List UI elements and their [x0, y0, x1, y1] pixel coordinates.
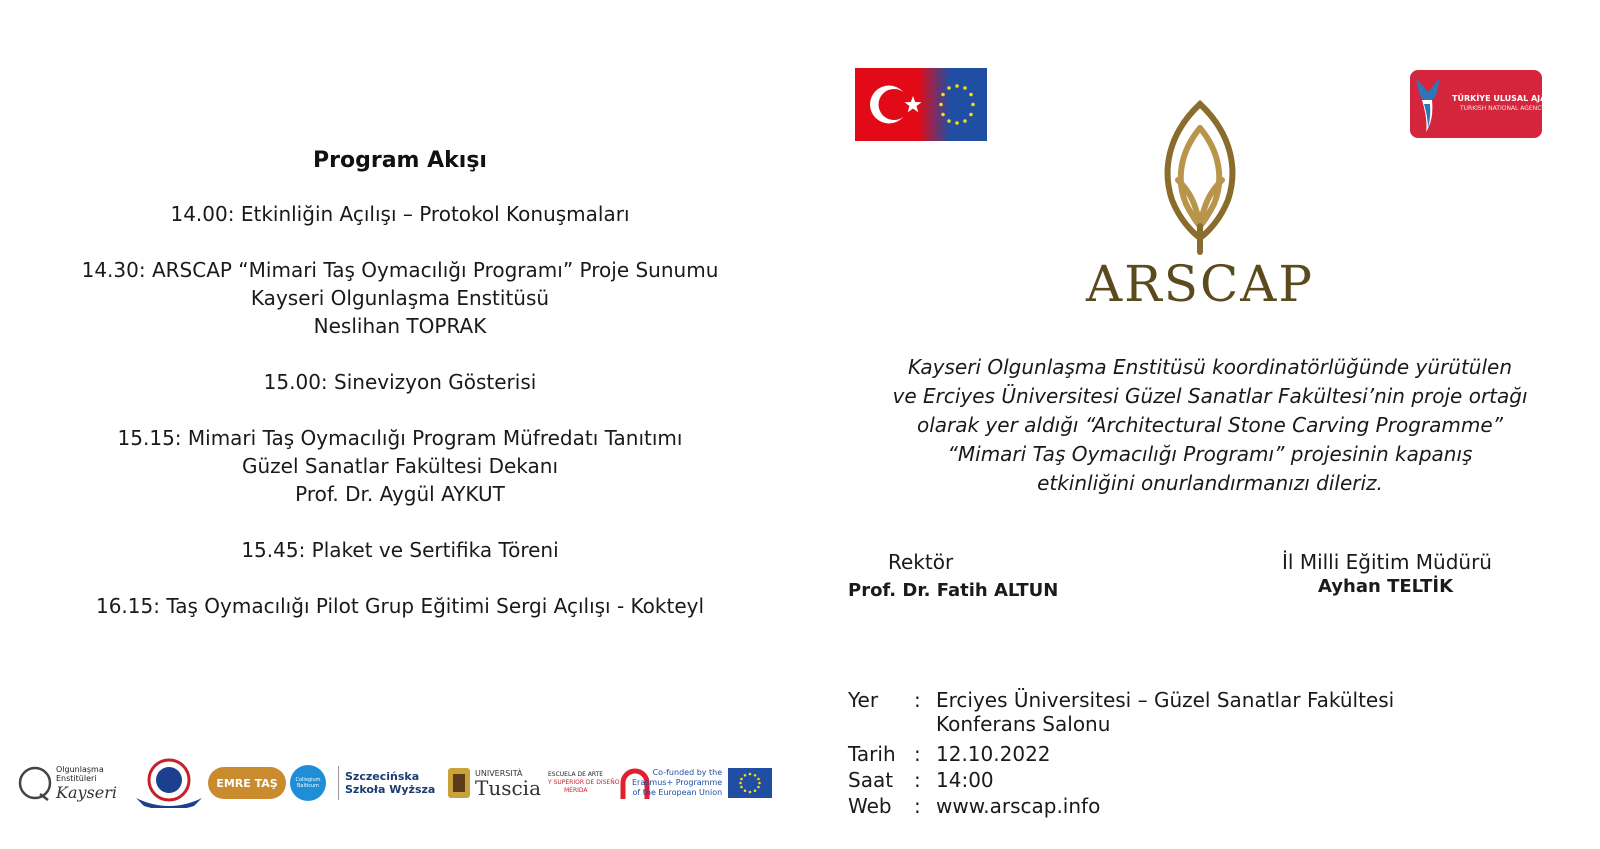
szczecin-text-2: Szkoła Wyższa [345, 783, 436, 796]
web-link[interactable]: www.arscap.info [936, 794, 1101, 818]
escuela-text-3: MÉRIDA [564, 787, 588, 794]
date-value: 12.10.2022 [936, 742, 1051, 766]
program-title: Program Akışı [313, 148, 487, 173]
erasmus-cofunded-logo [632, 758, 772, 808]
invitation-line: olarak yer aldığı “Architectural Stone Carving Programme” [916, 413, 1504, 437]
invitation-line: “Mimari Taş Oymacılığı Programı” projesinin kapanış [947, 442, 1473, 466]
szczecin-text-1: Szczecińska [345, 770, 420, 783]
program-line: 14.30: ARSCAP “Mimari Taş Oymacılığı Programı” Proje Sunumu [81, 258, 719, 282]
invitation-line: etkinliğini onurlandırmanızı dileriz. [1037, 471, 1383, 495]
invitation-line: ve Erciyes Üniversitesi Güzel Sanatlar Fakültesi’nin proje ortağı [892, 384, 1528, 408]
director-name: Ayhan TELTİK [1318, 576, 1454, 597]
program-item [0, 536, 800, 564]
erciyes-university-seal-icon [132, 758, 206, 808]
place-value [936, 688, 1394, 736]
place-label: Yer [848, 688, 879, 712]
program-line: Güzel Sanatlar Fakültesi Dekanı [241, 454, 559, 478]
eu-flag-icon [728, 768, 772, 798]
szczecin-logo [338, 766, 435, 800]
cofunded-text-2: Erasmus+ Programme [632, 778, 723, 787]
turkey-eu-flag-logo [855, 68, 987, 141]
colon: : [914, 742, 921, 766]
web-label: Web [848, 794, 892, 818]
detail-row-time [848, 768, 1394, 792]
kayseri-text: Kayseri [56, 782, 117, 802]
detail-row-web [848, 794, 1394, 818]
colon: : [914, 768, 921, 792]
time-value: 14:00 [936, 768, 994, 792]
tuscia-small-text: UNIVERSITÀ [475, 768, 523, 778]
arscap-leaf-emblem-icon [1150, 100, 1250, 255]
tuscia-text: Tuscia [475, 775, 542, 800]
tuscia-university-logo [446, 758, 541, 808]
turkish-national-agency-logo [1410, 70, 1562, 138]
event-details [848, 688, 1394, 818]
program-item [0, 424, 800, 508]
emre-tas-text: EMRE TAŞ [208, 767, 286, 799]
invitation-text [870, 353, 1550, 498]
invitation-line: Kayseri Olgunlaşma Enstitüsü koordinatörlüğünde yürütülen [908, 355, 1512, 379]
kayseri-logo [18, 758, 130, 808]
program-line: 16.15: Taş Oymacılığı Pilot Grup Eğitimi Sergi Açılışı - Kokteyl [95, 594, 705, 618]
agency-name-en: TURKISH NATIONAL AGENCY [1460, 105, 1545, 112]
colon: : [914, 688, 921, 712]
kayseri-small-text: Olgunlaşma Enstitüleri [56, 764, 104, 783]
director-title: İl Milli Eğitim Müdürü [1282, 550, 1492, 574]
program-list [0, 200, 800, 648]
cofunded-text-3: of the European Union [632, 788, 723, 797]
arscap-logo-text: ARSCAP [1085, 255, 1314, 313]
program-line: Kayseri Olgunlaşma Enstitüsü [250, 286, 550, 310]
cofunded-text-1: Co-funded by the [652, 768, 723, 777]
collegium-text: Collegium Balticum [290, 765, 326, 801]
time-label: Saat [848, 768, 894, 792]
colon: : [914, 794, 921, 818]
program-line: 15.15: Mimari Taş Oymacılığı Program Müfredatı Tanıtımı [117, 426, 683, 450]
rector-name: Prof. Dr. Fatih ALTUN [848, 580, 1059, 601]
program-item [0, 200, 800, 228]
agency-name: TÜRKİYE ULUSAL AJANSI [1452, 94, 1562, 103]
program-line: 15.00: Sinevizyon Gösterisi [263, 370, 537, 394]
program-item [0, 256, 800, 340]
detail-row-place [848, 688, 1394, 736]
program-line: 15.45: Plaket ve Sertifika Töreni [241, 538, 559, 562]
partner-logos [18, 758, 798, 808]
detail-row-date [848, 742, 1394, 766]
place-line: Konferans Salonu [936, 712, 1111, 736]
program-line: Neslihan TOPRAK [313, 314, 487, 338]
rector-title: Rektör [888, 550, 954, 574]
program-line: 14.00: Etkinliğin Açılışı – Protokol Konuşmaları [170, 202, 630, 226]
escuela-text-1: ESCUELA DE ARTE [548, 771, 604, 778]
program-item [0, 368, 800, 396]
place-line: Erciyes Üniversitesi – Güzel Sanatlar Fakültesi [936, 688, 1395, 712]
collegium-balticum-logo [290, 758, 326, 808]
date-label: Tarih [848, 742, 896, 766]
escuela-text-2: Y SUPERIOR DE DISEÑO [548, 779, 620, 786]
program-item [0, 592, 800, 620]
program-line: Prof. Dr. Aygül AYKUT [295, 482, 505, 506]
emre-tas-logo [208, 758, 286, 808]
